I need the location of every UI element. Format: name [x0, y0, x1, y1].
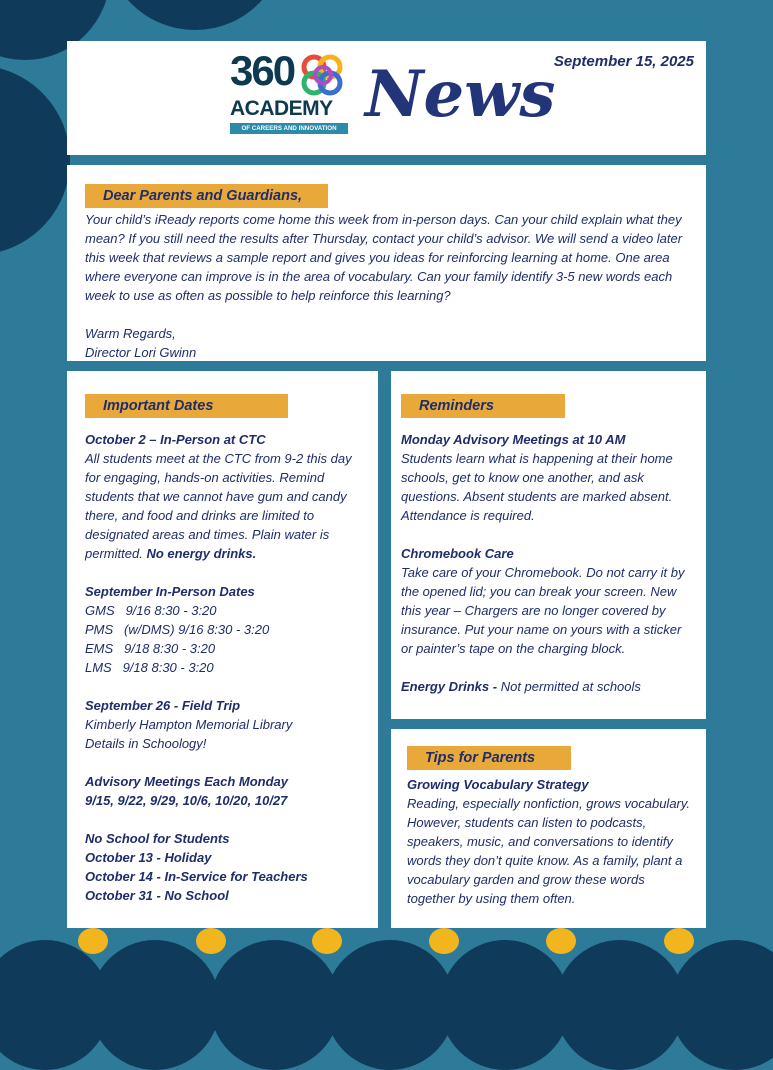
sept-date-row: EMS 9/18 8:30 - 3:20	[85, 641, 216, 656]
logo-colorful-knot-icon	[300, 53, 346, 99]
no-school-item: October 31 - No School	[85, 888, 229, 903]
oct2-title: October 2 – In-Person at CTC	[85, 432, 266, 447]
important-dates-heading: Important Dates	[85, 394, 288, 418]
letter-closing: Warm Regards,	[85, 326, 176, 341]
academy-logo	[230, 47, 350, 143]
decor-yellow-dot	[312, 928, 342, 954]
chromebook-title: Chromebook Care	[401, 546, 514, 561]
field-trip-title: September 26 - Field Trip	[85, 698, 241, 713]
sept-date-row: GMS 9/16 8:30 - 3:20	[85, 603, 217, 618]
field-trip-location: Kimberly Hampton Memorial Library	[85, 717, 293, 732]
decor-circle-bottom-4	[325, 940, 455, 1070]
chromebook-body: Take care of your Chromebook. Do not carry it by the opened lid; you can break your screen. New this year – Chargers are no longer covered by insurance. Put your name on yours with a sticker or painter’s tape on the charging block.	[401, 565, 685, 656]
advisory-reminder-title: Monday Advisory Meetings at 10 AM	[401, 432, 626, 447]
decor-circle-bottom-6	[555, 940, 685, 1070]
energy-drinks-body: Not permitted at schools	[500, 679, 641, 694]
decor-yellow-dot	[78, 928, 108, 954]
energy-drinks-line	[401, 677, 692, 696]
decor-yellow-dot	[664, 928, 694, 954]
logo-number: 360	[230, 47, 295, 94]
decor-circle-bottom-2	[90, 940, 220, 1070]
letter-panel	[67, 165, 706, 361]
decor-yellow-dot	[546, 928, 576, 954]
oct2-emphasis: No energy drinks.	[146, 546, 257, 561]
newsletter-date: September 15, 2025	[553, 53, 694, 70]
decor-circle-top	[105, 0, 285, 30]
no-school-item: October 14 - In-Service for Teachers	[85, 869, 308, 884]
decor-circle-bottom-3	[210, 940, 340, 1070]
sept-date-row: LMS 9/18 8:30 - 3:20	[85, 660, 214, 675]
decor-circle-bottom-7	[670, 940, 773, 1070]
sept-date-row: PMS (w/DMS) 9/16 8:30 - 3:20	[85, 622, 270, 637]
letter-signature: Director Lori Gwinn	[85, 345, 197, 360]
letter-body: Your child’s iReady reports come home this week from in-person days. Can your child explain what they mean? If you still need the results after Thursday, contact your child’s advisor. We will send a video later this week that reviews a sample report and gives you ideas for reinforcing learning at home. One area where everyone can improve is in the area of vocabulary. Can your family identify 3-5 new words each week to use as often as possible to help reinforce this learning?	[85, 212, 683, 303]
sept-dates-title: September In-Person Dates	[85, 584, 255, 599]
advisory-dates: 9/15, 9/22, 9/29, 10/6, 10/20, 10/27	[85, 793, 288, 808]
letter-heading: Dear Parents and Guardians,	[85, 184, 328, 208]
advisory-title: Advisory Meetings Each Monday	[85, 774, 288, 789]
decor-yellow-dot	[196, 928, 226, 954]
decor-circle-left	[0, 65, 70, 255]
no-school-title: No School for Students	[85, 831, 230, 846]
tips-title: Growing Vocabulary Strategy	[407, 777, 589, 792]
oct2-body	[85, 449, 364, 563]
oct2-body-text: All students meet at the CTC from 9-2 this day for engaging, hands-on activities. Remind students that we cannot have gum and candy there, and food and drinks are limited to designated areas and times. Plain water is permitted.	[85, 451, 352, 561]
reminders-heading: Reminders	[401, 394, 565, 418]
header-panel	[67, 41, 706, 155]
reminders-panel	[391, 371, 706, 719]
field-trip-details: Details in Schoology!	[85, 736, 207, 751]
decor-circle-bottom-5	[440, 940, 570, 1070]
decor-yellow-dot	[429, 928, 459, 954]
logo-tagline: OF CAREERS AND INNOVATION	[230, 123, 348, 134]
advisory-reminder-body: Students learn what is happening at their home schools, get to know one another, and ask questions. Absent students are marked absent. Attendance is required.	[401, 451, 673, 523]
newsletter-title: News	[365, 57, 556, 132]
tips-panel	[391, 729, 706, 928]
no-school-item: October 13 - Holiday	[85, 850, 212, 865]
energy-drinks-title: Energy Drinks -	[401, 679, 498, 694]
important-dates-panel	[67, 371, 378, 928]
tips-heading: Tips for Parents	[407, 746, 571, 770]
logo-academy: ACADEMY	[230, 97, 333, 120]
tips-body: Reading, especially nonfiction, grows vocabulary. However, students can listen to podcasts, speakers, music, and conversations to identify words they don’t quite know. As a family, plant a vocabulary garden and grow these words together by using them often.	[407, 796, 691, 906]
